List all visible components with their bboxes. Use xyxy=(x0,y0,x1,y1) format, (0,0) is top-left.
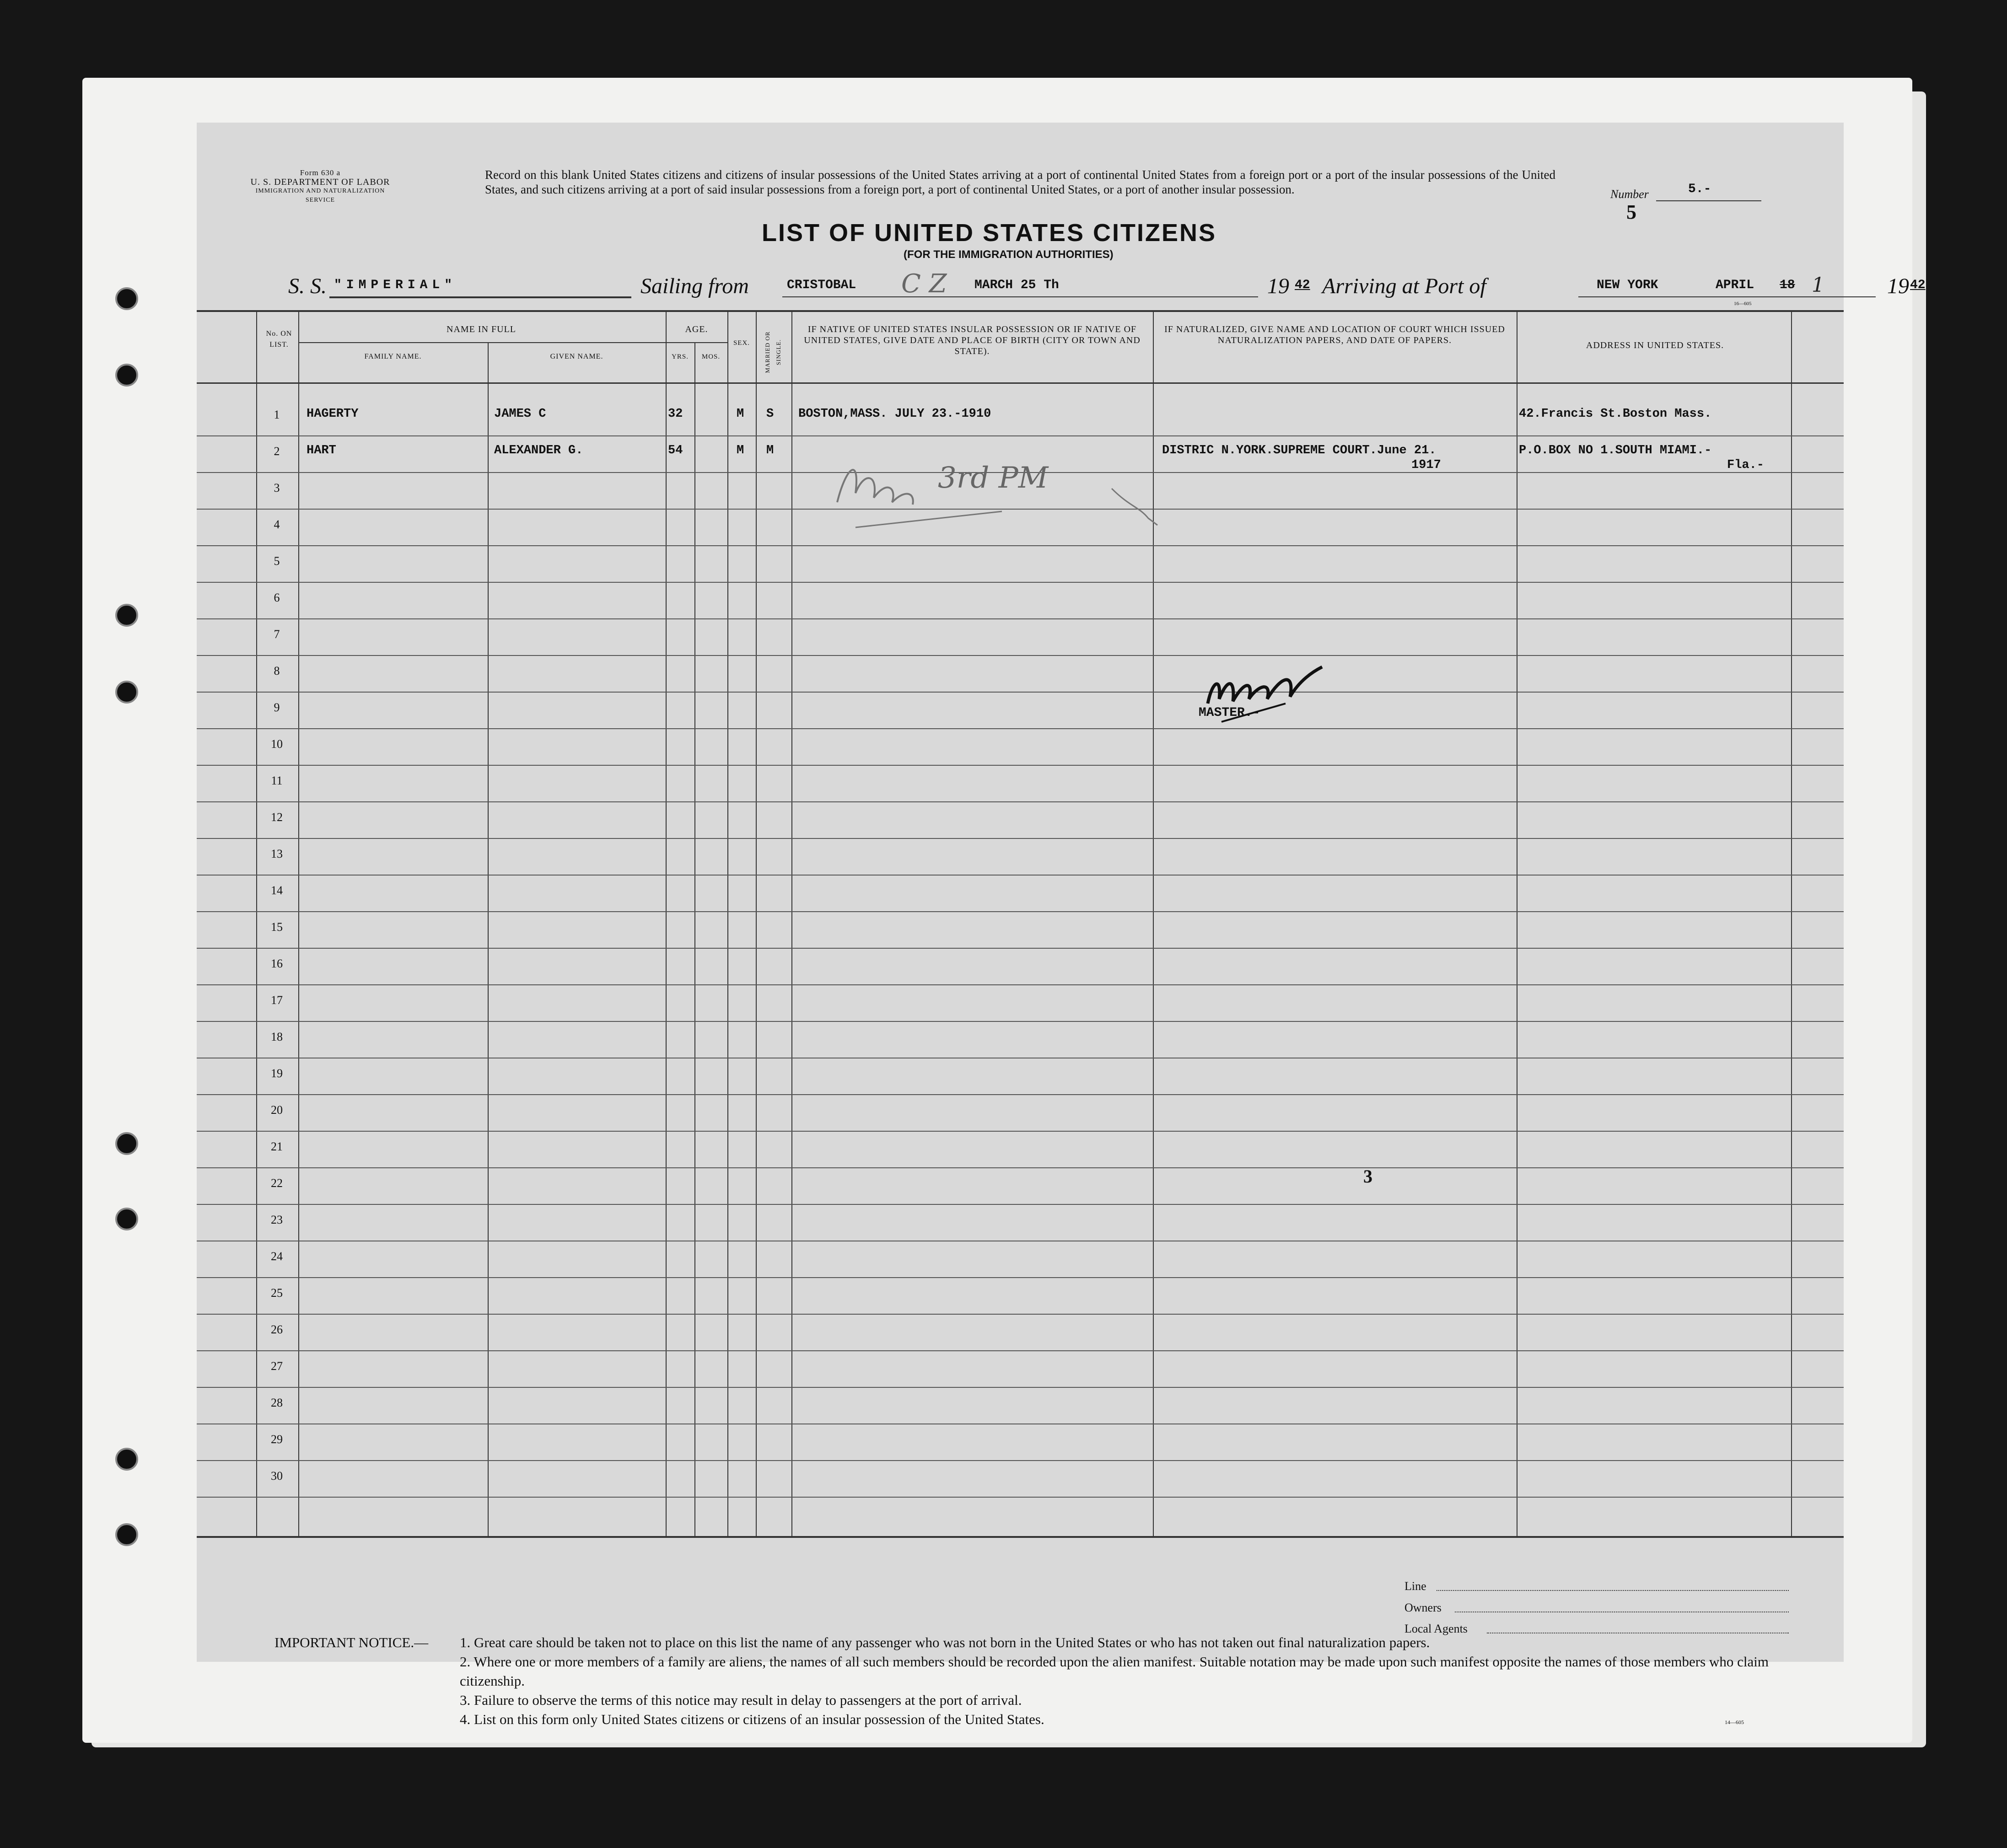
col-yrs-header: YRS. xyxy=(672,353,689,360)
row-number: 24 xyxy=(271,1250,283,1263)
col-sex-header: SEX. xyxy=(733,339,750,347)
row-number: 17 xyxy=(271,994,283,1007)
col-age-header: AGE. xyxy=(685,324,708,334)
row-number: 10 xyxy=(271,737,283,751)
record-instructions: Record on this blank United States citizens and citizens of insular possessions of the United States arriving at a port of continental United States from a foreign port or a port of the insular possessions of the United States, and such citizens arriving at a port of said insular possessions from a foreign port, a port of continental United States, or a port of another insular possession. xyxy=(485,168,1555,196)
arriving-underline xyxy=(1578,296,1876,297)
citizens-list-form xyxy=(197,123,1926,1727)
row-marital-status: M xyxy=(766,444,774,457)
row-number: 5 xyxy=(274,554,280,568)
row-number: 12 xyxy=(271,811,283,824)
table-row xyxy=(197,984,1844,1022)
punch-hole xyxy=(115,1208,138,1230)
row-number: 30 xyxy=(271,1469,283,1483)
form-subtitle: (FOR THE IMMIGRATION AUTHORITIES) xyxy=(904,248,1114,261)
col-address-header: ADDRESS IN UNITED STATES. xyxy=(1586,340,1724,350)
table-row xyxy=(197,1131,1844,1168)
from-port-handwritten: C Z xyxy=(901,269,947,299)
row-marital-status: S xyxy=(766,407,774,421)
table-bottom-rule xyxy=(197,1536,1844,1538)
table-row xyxy=(197,399,1844,436)
table-row xyxy=(197,765,1844,802)
ship-name: "IMPERIAL" xyxy=(334,278,457,292)
sailing-underline xyxy=(782,296,1258,297)
ss-label: S. S. xyxy=(288,274,327,298)
row-number: 21 xyxy=(271,1140,283,1153)
page-mark: 3 xyxy=(1363,1166,1372,1187)
row-number: 11 xyxy=(271,774,283,787)
row-age-years: 32 xyxy=(668,407,683,421)
notice-list xyxy=(460,1633,1809,1729)
row-number: 26 xyxy=(271,1323,283,1336)
table-row xyxy=(197,655,1844,693)
punch-hole xyxy=(115,1132,138,1155)
passenger-rows xyxy=(197,397,1844,1536)
row-number: 3 xyxy=(274,481,280,494)
row-number: 4 xyxy=(274,518,280,531)
form-title: LIST OF UNITED STATES CITIZENS xyxy=(762,219,1216,247)
punch-hole xyxy=(115,681,138,704)
punch-hole xyxy=(115,364,138,387)
row-number: 2 xyxy=(274,445,280,458)
row-address-line2: Fla.- xyxy=(1727,458,1765,472)
owners-label: Owners xyxy=(1404,1601,1442,1614)
table-row xyxy=(197,1350,1844,1388)
row-given-name: ALEXANDER G. xyxy=(494,444,583,457)
col-given-header: GIVEN NAME. xyxy=(550,353,603,360)
arrive-month: APRIL xyxy=(1716,278,1754,292)
table-row xyxy=(197,1314,1844,1351)
master-label: MASTER.- xyxy=(1199,706,1260,720)
table-row xyxy=(197,838,1844,876)
row-family-name: HAGERTY xyxy=(307,407,359,421)
arrive-day-struck: 18 xyxy=(1780,278,1795,292)
row-number: 23 xyxy=(271,1213,283,1226)
row-number: 22 xyxy=(271,1176,283,1190)
row-number: 1 xyxy=(274,408,280,421)
line-field xyxy=(1437,1590,1789,1591)
table-row xyxy=(197,1167,1844,1205)
table-row xyxy=(197,618,1844,656)
punch-hole xyxy=(115,287,138,310)
row-birth-place-date: BOSTON,MASS. JULY 23.-1910 xyxy=(798,407,991,421)
punch-hole xyxy=(115,1448,138,1471)
form-number: Form 630 a xyxy=(300,168,341,177)
row-address: P.O.BOX NO 1.SOUTH MIAMI.- xyxy=(1519,444,1712,457)
table-row xyxy=(197,1094,1844,1132)
col-no-header: No. ON LIST. xyxy=(266,330,292,349)
form-code: 14—605 xyxy=(1725,1719,1744,1725)
row-number: 9 xyxy=(274,701,280,714)
row-number: 6 xyxy=(274,591,280,604)
row-number: 18 xyxy=(271,1030,283,1043)
table-row xyxy=(197,875,1844,912)
list-number: 5.- xyxy=(1688,182,1711,196)
row-number: 8 xyxy=(274,664,280,677)
table-row xyxy=(197,1424,1844,1461)
row-naturalization: DISTRIC N.YORK.SUPREME COURT.June 21. xyxy=(1162,444,1437,457)
col-family-header: FAMILY NAME. xyxy=(364,353,422,360)
table-row xyxy=(197,801,1844,839)
row-age-years: 54 xyxy=(668,444,683,457)
notice-item: 4. List on this form only United States citizens or citizens of an insular possession of the United States. xyxy=(460,1711,1044,1727)
department-name: U. S. DEPARTMENT OF LABOR xyxy=(250,177,390,187)
service-name: IMMIGRATION AND NATURALIZATION SERVICE xyxy=(255,188,385,204)
row-number: 15 xyxy=(271,920,283,934)
arriving-label: Arriving at Port of xyxy=(1322,274,1486,298)
notice-item: 2. Where one or more members of a family are aliens, the names of all such members should be recorded upon the alien manifest. Suitable notation may be made upon such manifest opposite the names of those members who claim citizenship. xyxy=(460,1654,1769,1689)
number-underline xyxy=(1656,200,1761,201)
agents-label: Local Agents xyxy=(1404,1622,1468,1635)
arrive-year-prefix: 19 xyxy=(1887,274,1909,298)
table-row xyxy=(197,1058,1844,1095)
table-row xyxy=(197,1387,1844,1424)
arrive-day-handwritten: 1 xyxy=(1812,274,1824,297)
printer-note: 16—605 xyxy=(1734,301,1752,306)
notice-item: 3. Failure to observe the terms of this notice may result in delay to passengers at the port of arrival. xyxy=(460,1692,1022,1708)
col-naturalized-header: IF NATURALIZED, GIVE NAME AND LOCATION OF COURT WHICH ISSUED NATURALIZATION PAPERS, AND DATE OF PAPERS. xyxy=(1164,324,1505,345)
row-sex: M xyxy=(737,407,744,421)
row-number: 16 xyxy=(271,957,283,970)
row-sex: M xyxy=(737,444,744,457)
table-top-rule xyxy=(197,310,1844,312)
row-naturalization-year: 1917 xyxy=(1411,458,1441,472)
row-number: 7 xyxy=(274,628,280,641)
sail-date: MARCH 25 Th xyxy=(974,278,1059,292)
list-number-stamp: 5 xyxy=(1626,201,1636,223)
table-row xyxy=(197,1460,1844,1498)
from-port: CRISTOBAL xyxy=(787,278,856,292)
col-mos-header: MOS. xyxy=(701,353,721,360)
notice-label: IMPORTANT NOTICE.— xyxy=(274,1634,429,1650)
row-address: 42.Francis St.Boston Mass. xyxy=(1519,407,1712,421)
arrive-year: 42 xyxy=(1910,278,1926,292)
table-row xyxy=(197,1021,1844,1058)
table-row xyxy=(197,582,1844,619)
row-number: 14 xyxy=(271,884,283,897)
table-row xyxy=(197,1204,1844,1241)
number-label: Number xyxy=(1610,188,1649,201)
row-number: 20 xyxy=(271,1103,283,1117)
row-number: 27 xyxy=(271,1359,283,1373)
line-label: Line xyxy=(1404,1579,1426,1593)
table-row xyxy=(197,1241,1844,1278)
table-row xyxy=(197,911,1844,949)
table-row xyxy=(197,728,1844,766)
handwritten-note: 3rd PM xyxy=(938,461,1049,495)
agency-block xyxy=(242,168,398,205)
notice-item: 1. Great care should be taken not to place on this list the name of any passenger who was not born in the United States or who has not taken out final naturalization papers. xyxy=(460,1634,1430,1650)
ship-underline xyxy=(329,296,631,298)
sail-year: 42 xyxy=(1295,278,1310,292)
punch-hole xyxy=(115,604,138,627)
row-number: 19 xyxy=(271,1067,283,1080)
col-married-header: MARRIED OR SINGLE. xyxy=(764,331,782,373)
to-port: NEW YORK xyxy=(1597,278,1658,292)
col-birth-header: IF NATIVE OF UNITED STATES INSULAR POSSESSION OR IF NATIVE OF UNITED STATES, GIVE DATE AND PLACE OF BIRTH (CITY OR TOWN AND STATE). xyxy=(804,324,1141,356)
header-bottom-rule xyxy=(197,382,1844,384)
row-number: 13 xyxy=(271,847,283,860)
row-given-name: JAMES C xyxy=(494,407,546,421)
sail-year-prefix: 19 xyxy=(1267,274,1289,298)
row-number: 25 xyxy=(271,1286,283,1300)
punch-hole xyxy=(115,1523,138,1546)
row-number: 29 xyxy=(271,1433,283,1446)
subheader-rule xyxy=(298,342,727,343)
sailing-label: Sailing from xyxy=(640,274,749,298)
table-row xyxy=(197,692,1844,729)
table-row xyxy=(197,948,1844,985)
row-family-name: HART xyxy=(307,444,336,457)
row-number: 28 xyxy=(271,1396,283,1409)
table-row xyxy=(197,1277,1844,1315)
table-row xyxy=(197,545,1844,583)
col-name-header: NAME IN FULL xyxy=(447,324,516,334)
